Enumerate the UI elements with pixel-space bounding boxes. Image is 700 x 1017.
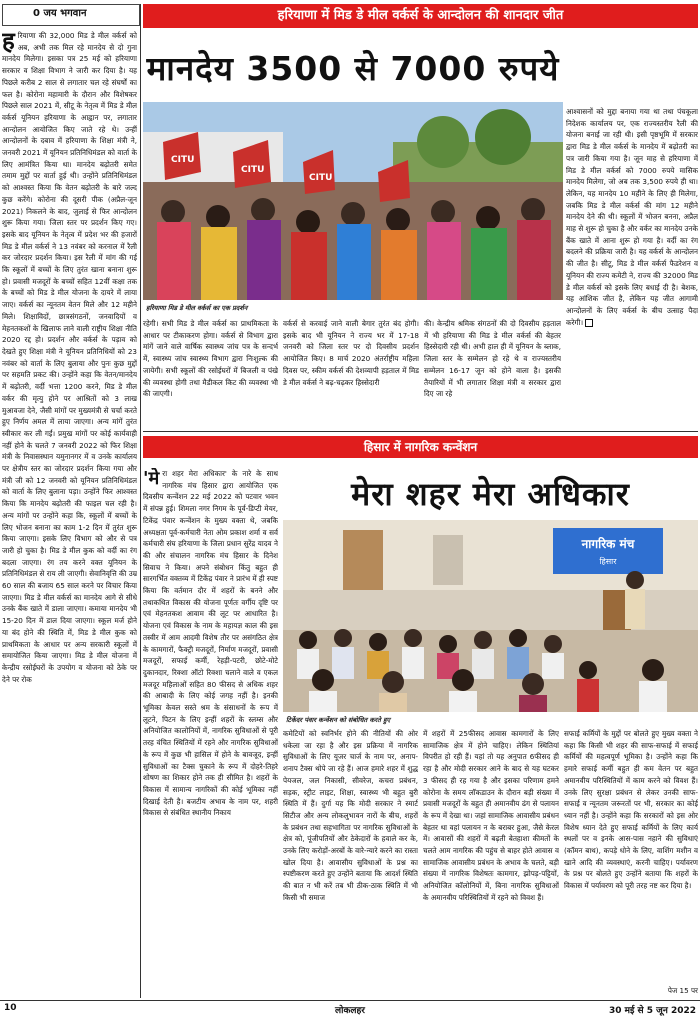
flag-label: CITU xyxy=(309,173,333,183)
story2-col-d xyxy=(564,728,698,986)
section-label: 0 जय भगवान xyxy=(33,8,87,19)
story1-col4-text: की। केन्द्रीय श्रमिक संगठनों की दो दिवसीय हड़ताल में भी हरियाणा की मिड डे मील वर्कर्स की बेहतर हिस्सेदारी रही थी। अभी हाल ही में यूनियन के ब्लाक, जिला स्तर के सम्मेलन हो रहे थे व राज्यस्तरीय सम्मेलन 16-17 जून को होने वाला है। इसकी तैयारियों में भी लगातार शिक्षा मंत्री व सरकार द्वारा दिए जा रहे xyxy=(424,319,561,399)
story1-col4 xyxy=(424,318,561,428)
story-separator xyxy=(143,431,698,432)
page-number: 10 xyxy=(4,1003,17,1013)
story2-col-a-text xyxy=(143,468,278,819)
story2-col-a xyxy=(143,468,278,998)
story1-col5 xyxy=(566,106,698,428)
protest-rally-image xyxy=(143,102,563,300)
story1-col3-text: वर्कर्स से करवाई जाने वाली बेगार तुरंत बंद होगी। इसके बाद भी यूनियन ने राज्य भर में 17-18 जनवरी को जिला स्तर पर दो दिवसीय प्रदर्शन आयोजित किए। 8 मार्च 2020 अंतर्राष्ट्रीय महिला दिवस पर, स्कीम वर्कर्स की देशव्यापी हड़ताल में मिड डे मील वर्कर्स ने बढ़-चढ़कर हिस्सेदारी xyxy=(283,319,419,387)
column-rule-left xyxy=(140,4,141,998)
story1-col2 xyxy=(143,318,278,428)
story2-col-d-text: सफाई कर्मियों के मुद्दों पर बोलते हुए मुख्य वक्ता ने कहा कि किसी भी शहर की साफ-सफाई में सफाई कर्मियों की महत्वपूर्ण भूमिका है। उन्होंने कहा कि हमारे सफाई कर्मी बहुत ही कम वेतन पर बहुत अमानवीय परिस्थितियों में काम करने को विवश हैं। उनके लिए सुरक्षा प्रबंधन से लेकर उनकी साफ-सफाई व न्यूनतम जरूरतों पर भी, सरकार का कोई ध्यान नहीं है। उन्होंने कहा कि सरकारों को इस ओर विशेष ध्यान देते हुए सफाई कर्मियों के लिए कार्य स्थलों पर व इनके आस-पास नहाने की सुविधाएं (कॉमन बाथ), कपड़े धोने के लिए, वाशिंग मशीन व खाने आदि की व्यवस्थाएं, करनी चाहिए। पर्यावरण के प्रश्न पर बोलते हुए उन्होंने बताया कि शहरों के विकास में पर्यावरण को पूरी तरह नष्ट कर दिया है। xyxy=(564,729,698,891)
story2-col-a-body: रा शहर मेरा अधिकार' के नारे के साथ नागरिक मंच हिसार द्वारा आयोजित एक दिवसीय कन्वेंशन 22 मई 2022 को पटवार भवन में संपन्न हुई। शिमला नगर निगम के पूर्व-डिप्टी मेयर, टिकेंद्र पंवार कन्वेंशन के मुख्य वक्ता थे, जबकि अध्यक्षता पूर्व-कर्मचारी नेता ओम प्रकाश शर्मा व सर्व कर्मचारी संघ हरियाणा के जिला प्रधान सुरेंद्र यादव ने की और संचालन नागरिक मंच हिसार के दिनेश सिवाच ने किया। अपने संबोधन किंतु बहुत ही सारगर्भित वक्तव्य में टिकेंद्र पंवार ने प्रारंभ में ही स्पष्ट किया कि वर्तमान दौर में शहरों के बनने और तथाकथित विकास की योजना पूर्णतः वर्गीय दृष्टि पर एवं मेहनतकश आवाम की लूट पर आधारित है। योजना एवं विकास के नाम के महायज्ञ काल की इस तस्वीर में आम आदमी विशेष तौर पर असंगठित क्षेत्र के कामगारों, फैक्ट्री मजदूरों, निर्माण मजदूरों, प्रवासी मजदूरों, सफाई कर्मी, रेहड़ी-पटरी, छोटे-मोटे दुकानदार, रिक्शा ऑटो रिक्शा चलाने वाले व एकल मजदूर महिलाओं सहित 80 फीसद से अधिक शहर की आबादी के लिए कोई जगह नहीं है। इनकी भूमिका केवल सस्ते श्रम के संसाधनों के रूप में लूटने, पिटन के लिए इन्हीं शहरों के स्लम्स और अनियोजित कालोनियों में, नागरिक सुविधाओं से पूरी तरह वंचित स्थितियों में रहने और नागरिक सुविधाओं के रूप में कुछ भी हासिल में होने के बावजूद, इन्हीं सुविधाओं का टैक्स चुकाने के रूप में दोहरे-तिहरे शोषण का शिकार होने तक ही सीमित है। शहरों के विकास में सामान्य नागरिकों की कोई भूमिका नहीं दिखाई देती है। बजटीय अभाव के नाम पर, शहरी विकास से संबंधित स्थानीय निकाय xyxy=(143,469,278,818)
story2-col-b-text: कमेटियों को स्वनिर्भर होने की नीतियों की ओर धकेला जा रहा है और इस प्रक्रिया में नागरिक सुविधाओं के लिए यूजर चार्ज के नाम पर, अनाप-शनाप टैक्स थोपे जा रहे हैं। आज हमारे शहर में शुद्ध पेयजल, जल निकासी, सीवरेज, कचरा प्रबंधन, सड़क, स्ट्रीट लाइट, शिक्षा, स्वास्थ्य भी बहुत बुरी स्थिति में हैं। दुर्गा यह कि मोदी सरकार ने स्मार्ट सिटीज और अन्य लोकलुभावन नारों के बीच, शहरों के प्रबंधन तथा सहभागिता पर नागरिक सुविधाओं के क्षेत्र को, पूंजीपतियों और ठेकेदारों के हवाले कर के, उनके लिए करोड़ों-अरबों के वारे-न्यारे करने का रास्ता खोल दिया है। आवासीय सुविधाओं के प्रश्न का स्पष्टीकरण करते हुए उन्होंने बताया कि आदर्श स्थिति की बात न भी करें तब भी ठीक-ठाक स्थिति में भी किसी भी समाज xyxy=(283,729,418,902)
story2-dropcap: 'मे xyxy=(143,468,160,489)
story1-col5-text xyxy=(566,106,698,328)
story2-photo xyxy=(283,520,698,712)
story1-col2-text: रहेगी। सभी मिड डे मील वर्कर्स का प्राथमिकता के आधार पर टीकाकरण होगा। वर्कर्स से विभाग द्वारा मांगें जाने वाले वार्षिक स्वास्थ्य जांच पत्र के सन्दर्भ में, स्वास्थ्य जांच स्वास्थ्य विभाग द्वारा निःशुल्क की जायेगी। सभी स्कूलों की रसोईघरों में बिजली व पंखे की व्यवस्था होगी तथा मैडीकल किट की व्यवस्था भी की जाएगी। xyxy=(143,319,278,399)
story2-photo-caption: टिकेंदर पंवार कन्वेंशन को संबोधित करते हुए xyxy=(286,716,391,724)
story1-photo-caption: हरियाणा मिड डे मील वर्कर्स का एक प्रदर्शन xyxy=(146,304,248,312)
story2-headline: मेरा शहर मेरा अधिकार xyxy=(351,475,630,513)
flag-label: CITU xyxy=(171,155,195,165)
story1-col3 xyxy=(283,318,419,428)
story2-col-c-text: में शहरों में 25फीसद आवास कामगारों के लिए सामाजिक क्षेत्र में होने चाहिए। लेकिन स्थितियां विपरीत हो रही हैं। यहां तो यह अनुपात 6फीसद ही रहा है और मोदी सरकार आने के बाद से यह घटकर 3 फीसद ही रह गया है और इसका परिणाम हमने कोरोना के समय लॉकडाउन के दौरान बड़ी संख्या में प्रवासी मजदूरों के बहुत ही अमानवीय ढंग से पलायन के रूप में देखा था। जहां सामाजिक आवासीय प्रबंधन बेहतर था वहां पलायन न के बराबर हुआ, जैसे केरल में। आवासों की शहरों में बढ़ती बेतहाशा कीमतों के चलते आम नागरिक की पहुंच से बाहर होते आवास व सामाजिक आवासीय प्रबंधन के अभाव के चलते, बड़ी संख्या में नागरिक विशेषतः कामगार, झोपड़-पट्टियों, अनियोजित कॉलोनियों में, बिना नागरिक सुविधाओं के अमानवीय परिस्थितियों में रहने को विवश हैं। xyxy=(423,729,559,902)
story1-col1 xyxy=(2,30,137,997)
story2-col-c xyxy=(423,728,559,998)
story1-col1-body: रियाणा की 32,000 मिड डे मील वर्कर्स को अब, अभी तक मिल रहे मानदेय से दो गुना मानदेय मिलेगा। इसका पत्र 25 मई को हरियाणा सरकार व शिक्षा विभाग ने जारी कर दिया है। यह पिछले करीब 2 साल से लगातार चल रहे संघर्षों का फल है। कोरोना महामारी के दौरान और विशेषकर पिछले साल 2021 में, सीटू के नेतृत्व में मिड डे मील वर्कर्स यूनियन हरियाणा के आह्वान पर, लगातार आन्दोलन आयोजित किए जाते रहे थे। उन्हीं आन्दोलनों के दबाव में हरियाणा के शिक्षा मंत्री ने, जनवरी 2021 में यूनियन प्रतिनिधिमंडल को वार्ता के लिए आमंत्रित किया था। मानदेय बढ़ोतरी समेत तमाम मुद्दों पर वार्ता हुई थी। उन्होंने प्रतिनिधिमंडल को आश्वस्त किया कि वेतन बढ़ोतरी के बारे जल्द कुछ करेंगे। कोरोना की दूसरी पीक (अप्रैल-जून 2021) निकलने के बाद, जुलाई से फिर आन्दोलन शुरू किया गया। जिला स्तर पर प्रदर्शन किए गए। इसके बाद यूनियन के नेतृत्व में प्रदेश भर की हजारों मिड डे मील वर्कर्स ने 13 नवंबर को करनाल में रैली कर जोरदार प्रदर्शन किया। इस रैली में मांग की गई कि स्कूलों में बच्चों के लिए तुरंत खाना बनाना शुरू हो। प्रवासी मजदूरों के बच्चों सहित 12वीं कक्षा तक के बच्चों को मिड डे मील योजना के दायरे में लाया जाए। वर्कर्स का न्यूनतम वेतन मिले और 12 महीने मिले। शिक्षाविदों, छात्रसंगठनों, जनवादियों व मेहनतकशों के खिलाफ लाने वाली राष्ट्रीय शिक्षा नीति 2020 रद्द हो। प्रदर्शन और वर्कर्स के पड़ाव को देखते हुए शिक्षा मंत्री ने यूनियन प्रतिनिधियों को 23 नवंबर को वार्ता के लिए बुलाया और पुनः कुछ मुद्दों पर सहमति प्रकट की। उन्होंने कहा कि वेतन/मानदेय में बढ़ोतरी, वर्दी भत्ता 1200 करने, मिड डे मील वर्कर की मृत्यु होने पर आश्रितों को 3 लाख मुआवजा देने, जैसी मांगों पर मुख्यमंत्री से चर्चा करते हुए निर्णय अमल में लाया जाएगा। अन्य मांगें तुरंत स्वीकार कर ली गईं। प्रमुख मांगों पर कोई कार्यवाही नहीं होने के चलते 7 जनवरी 2022 को फिर शिक्षा मंत्री के निवासस्थान यमुनानगर में व उनके कार्यालय पर क्षेत्रीय स्तर का जोरदार प्रदर्शन किया गया और मंत्री जी को 12 जनवरी को यूनियन प्रतिनिधिमंडल को वार्ता के लिए बुलाना पड़ा। उन्होंने फिर आश्वस्त किया कि मानदेय बढ़ोतरी की फाइल चल रही है। अन्य मांगों पर उन्होंने कहा कि, स्कूलों में बच्चों के लिए भोजन बनाना का काम 1-2 दिन में तुरंत शुरू किया जाएगा। इसके लिए विभाग को और से पत्र जारी हो चुका है। मिड डे मील कुक को वर्दी का रंग बदला जाएगा। रंग तय करने वक्त यूनियन के प्रतिनिधिमंडल से राय ली जाएगी। सेवानिवृत्ति की उम्र 60 साल की बजाय 65 साल करने पर विचार किया जाएगा। मिड डे मील वर्कर्स का मानदेय आगे से सीधे उनके बैंक खाते में डाला जाएगा। कमाया मानदेय भी 15-20 दिन में डाल दिया जाएगा। स्कूल मर्ज होने या बंद होने की स्थिति में, मिड डे मील कुक को प्राथमिकता के आधार पर अन्य सरकारी स्कूलों में समायोजित किया जाएगा। मिड डे मील योजना में केन्द्रीय रसोईघरों के उपयोग व योजना को ठेके पर देने पर रोक xyxy=(2,31,137,684)
board-subtitle: हिसार xyxy=(599,557,617,566)
issue-date: 30 मई से 5 जून 2022 xyxy=(608,1006,696,1016)
section-label-box xyxy=(2,4,140,26)
story1-banner: हरियाणा में मिड डे मील वर्कर्स के आन्दोलन की शानदार जीत xyxy=(143,4,698,28)
paper-name: लोकलहर xyxy=(335,1006,365,1016)
flag-label: CITU xyxy=(241,165,265,175)
convention-hall-image xyxy=(283,520,698,712)
story1-col5-body: आश्वासनों को मुद्दा बनाया गया था तथा पंचकूला निदेशक कार्यालय पर, एक राज्यस्तरीय रैली की योजना बनाई जा रही थी। इसी पृष्ठभूमि में सरकार द्वारा मिड डे मील वर्कर्स के मानदेय में बढ़ोतरी का पत्र जारी किया गया है। जून माह से हरियाणा में मिड डे मील वर्कर्स को 7000 रुपये मासिक मानदेय मिलेगा, जो अब तक 3,500 रुपये ही था। लेकिन, यह मानदेय 10 महीने के लिए ही मिलेगा, जबकि मिड डे मील वर्कर्स की मांग 12 महीने मानदेय देने की थी। स्कूलों में भोजन बनना, अप्रैल माह से शुरू हो चुका है और वर्कर का मानदेय उनके बैंक खाते में आना शुरू हो गया है। वर्दी का रंग बदलने की प्रक्रिया जारी है। यह वर्कर्स के आन्दोलन की जीत है। सीटू, मिड डे मील वर्कर्स फैडरेशन व यूनियन की राज्य कमेटी ने, राज्य की 32000 मिड डे मील वर्कर्स को इसके लिए बधाई दी है। बेशक, यह आंशिक जीत है, लेकिन यह जीत आगामी आन्दोलनों के लिए वर्कर्स के बीच उत्साह पैदा करेगी। xyxy=(566,107,698,327)
story2-banner: हिसार में नागरिक कन्वेंशन xyxy=(143,436,698,458)
story2-col-b xyxy=(283,728,418,998)
story1-photo xyxy=(143,102,563,300)
story1-headline: मानदेय 3500 से 7000 रुपये xyxy=(146,49,560,88)
end-mark-icon xyxy=(585,319,593,327)
board-title: नागरिक मंच xyxy=(581,537,635,551)
footer-rule xyxy=(0,1000,700,1001)
continued-on: पेज 15 पर xyxy=(667,986,698,995)
story1-col1-text xyxy=(2,30,137,685)
story1-dropcap: ह xyxy=(2,30,15,55)
